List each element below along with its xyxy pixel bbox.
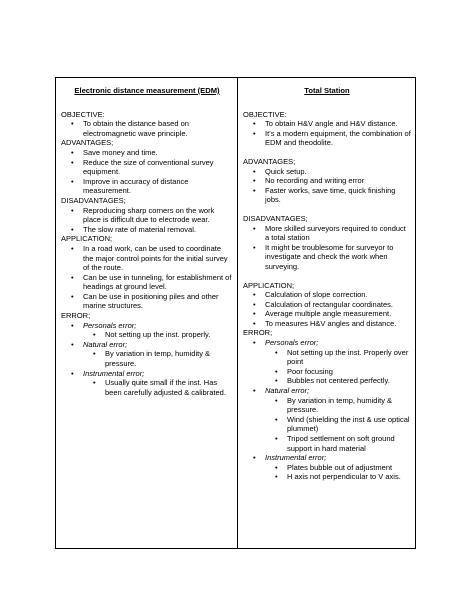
list-item: • Can be use in positioning piles and other marine structures. (61, 292, 233, 311)
error-type-label: Personals error; (265, 338, 319, 348)
list-item: • To obtain the distance based on electromagnetic wave principle. (61, 119, 233, 138)
list-item: • Average multiple angle measurement. (243, 309, 411, 319)
ts-natural-error (243, 386, 411, 453)
error-type-label: Personals error; (83, 320, 137, 330)
list-item: • It’s a modern equipment, the combination of EDM and theodolite. (243, 129, 411, 148)
list-item: • Poor focusing (265, 367, 411, 377)
spacer (243, 272, 411, 281)
error-type-label: Instrumental error; (83, 368, 145, 378)
ts-objective-list (243, 119, 411, 148)
edm-advantages-label: ADVANTAGES; (61, 138, 114, 148)
ts-disadvantages-list (243, 224, 411, 272)
list-item: • Bubbles not centered perfectly. (265, 376, 411, 386)
error-sublist (83, 378, 233, 397)
list-item: • Plates bubble out of adjustment (265, 463, 411, 473)
list-item: • By variation in temp, humidity & pressure. (83, 349, 233, 368)
edm-objective-label: OBJECTIVE: (61, 109, 105, 119)
ts-personal-error (243, 338, 411, 386)
list-item: • Tripod settlement on soft ground support in hard material (265, 434, 411, 453)
error-sublist (83, 330, 233, 340)
ts-objective-label: OBJECTIVE: (243, 109, 287, 119)
edm-disadvantages-list (61, 206, 233, 235)
ts-disadvantages-label: DISADVANTAGES; (243, 213, 308, 223)
list-item: • Not setting up the inst. Properly over point (265, 348, 411, 367)
edm-column (56, 78, 238, 548)
list-item: • Reduce the size of conventional survey equipment. (61, 158, 233, 177)
error-sublist (265, 463, 411, 482)
edm-error-label: ERROR; (61, 311, 91, 321)
list-item: • H axis not perpendicular to V axis. (265, 472, 411, 482)
ts-error-list (243, 338, 411, 482)
error-sublist (265, 396, 411, 454)
list-item: • In a road work, can be used to coordinate the major control points for the initial survey of the route. (61, 244, 233, 273)
list-item: • Can be use in tunneling, for establishment of headings at ground level. (61, 273, 233, 292)
list-item: • Calculation of slope correction. (243, 290, 411, 300)
list-item: • Not setting up the inst. properly. (83, 330, 233, 340)
edm-objective-list (61, 119, 233, 138)
ts-instrumental-error (243, 453, 411, 482)
total-station-column (238, 78, 415, 548)
edm-instrumental-error (61, 369, 233, 398)
ts-title: Total Station (304, 86, 350, 95)
edm-natural-error (61, 340, 233, 369)
list-item: • Save money and time. (61, 148, 233, 158)
edm-error-list (61, 321, 233, 398)
list-item: • No recording and writing error (243, 176, 411, 186)
edm-application-label: APPLICATION; (61, 234, 113, 244)
comparison-table (55, 77, 416, 549)
list-item: • It might be troublesome for surveyor to investigate and check the work when surveying. (243, 243, 411, 272)
list-item: • To obtain H&V angle and H&V distance. (243, 119, 411, 129)
ts-application-list (243, 290, 411, 328)
edm-application-list (61, 244, 233, 311)
spacer (243, 148, 411, 157)
error-type-label: Natural error; (83, 339, 128, 349)
edm-advantages-list (61, 148, 233, 196)
ts-application-label: APPLICATION; (243, 280, 295, 290)
edm-personal-error (61, 321, 233, 340)
error-sublist (83, 349, 233, 368)
list-item: • Quick setup. (243, 167, 411, 177)
list-item: • The slow rate of material removal. (61, 225, 233, 235)
list-item: • Reproducing sharp corners on the work place is difficult due to electrode wear. (61, 206, 233, 225)
list-item: • By variation in temp, humidity & pressure. (265, 396, 411, 415)
error-sublist (265, 348, 411, 386)
list-item: • Usually quite small if the inst. Has been carefully adjusted & calibrated. (83, 378, 233, 397)
ts-advantages-label: ADVANTAGES; (243, 156, 296, 166)
ts-advantages-list (243, 167, 411, 205)
list-item: • Faster works, save time, quick finishing jobs. (243, 186, 411, 205)
error-type-label: Instrumental error; (265, 453, 327, 463)
ts-error-label: ERROR; (243, 328, 273, 338)
edm-disadvantages-label: DISADVANTAGES; (61, 195, 126, 205)
edm-title: Electronic distance measurement (EDM) (74, 86, 220, 95)
spacer (243, 205, 411, 214)
list-item: • Calculation of rectangular coordinates. (243, 300, 411, 310)
list-item: • To measures H&V angles and distance. (243, 319, 411, 329)
list-item: • Wind (shielding the inst & use optical plummet) (265, 415, 411, 434)
list-item: • More skilled surveyors required to conduct a total station (243, 224, 411, 243)
error-type-label: Natural error; (265, 386, 310, 396)
list-item: • Improve in accuracy of distance measurement. (61, 177, 233, 196)
